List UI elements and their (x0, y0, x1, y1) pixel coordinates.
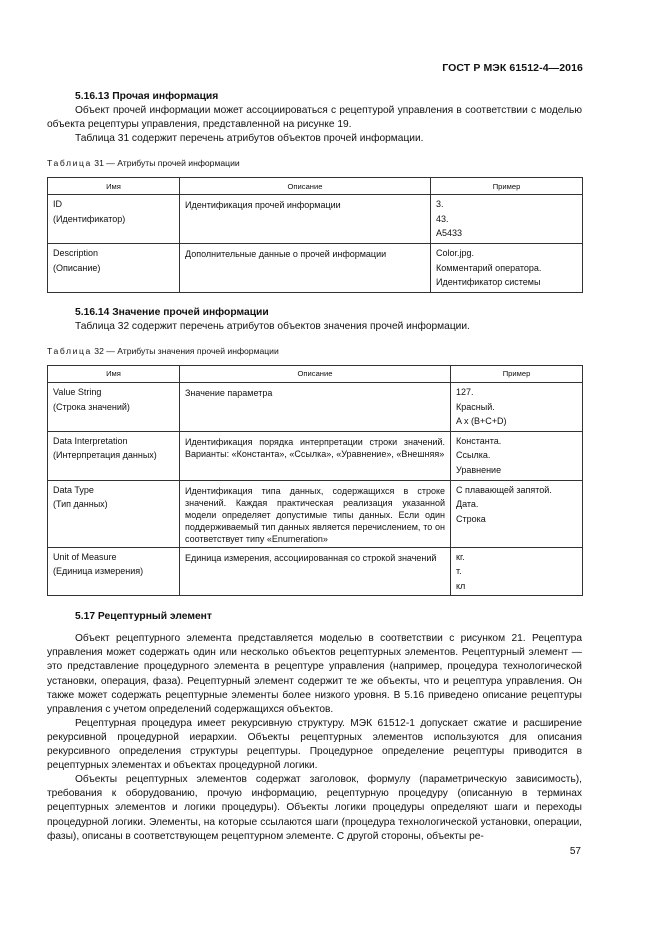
table-row (48, 547, 583, 596)
cell-name (48, 547, 180, 596)
paragraph: Таблица 32 содержит перечень атрибутов объектов значения прочей информации. (75, 320, 470, 332)
paragraph: Таблица 31 содержит перечень атрибутов объектов прочей информации. (75, 133, 424, 145)
example-line: С плавающей запятой. (456, 484, 552, 495)
name-en: Unit of Measure (53, 551, 117, 562)
column-header-description: Описание (180, 365, 451, 382)
example-line: A x (B+C+D) (456, 416, 507, 427)
paragraph: Объекты рецептурных элементов содержат заголовок, формулу (параметрическую зависимость), требования к оборудованию, прочую информацию, рецептурную процедуру (описанную в терминах рецептурных элементов и логики процедуры). Объекты логики процедуры определяют шаги и переходы процедурной логики. Элементы, на которые ссылаются шаги (процедура технологической установки, операции, фазы), описаны в соответствующем рецептурном элементе. С другой стороны, объекты ре- (47, 774, 582, 842)
example-line: Color.jpg. (436, 248, 475, 259)
cell-name (48, 244, 180, 293)
example-line: Красный. (456, 401, 495, 412)
table-32 (47, 365, 583, 596)
column-header-name: Имя (48, 178, 180, 195)
name-en: Data Interpretation (53, 435, 128, 446)
table-32-caption (47, 345, 582, 357)
section-heading-5-17: 5.17 Рецептурный элемент (75, 611, 212, 623)
table-row (48, 480, 583, 547)
table-row (48, 431, 583, 480)
table-header-row (48, 365, 583, 382)
cell-description: Значение параметра (180, 382, 451, 431)
cell-description: Дополнительные данные о прочей информации (180, 244, 431, 293)
table-row (48, 382, 583, 431)
name-ru: (Единица измерения) (53, 566, 144, 577)
cell-example (451, 547, 583, 596)
cell-example (451, 480, 583, 547)
table-header-row (48, 178, 583, 195)
example-line: Идентификатор системы (436, 277, 541, 288)
name-en: Value String (53, 386, 102, 397)
page-number: 57 (569, 846, 581, 857)
caption-label: Таблица (47, 158, 92, 169)
cell-description: Идентификация порядка интерпретации строки значений. Варианты: «Константа», «Ссылка», «Уравнение», «Внешняя» (180, 431, 451, 480)
table-row (48, 195, 583, 244)
section-heading-5-16-13: 5.16.13 Прочая информация (75, 91, 219, 102)
example-line: кг. (456, 551, 465, 562)
cell-example (431, 195, 583, 244)
caption-title: 31 — Атрибуты прочей информации (91, 158, 240, 169)
example-line: т. (456, 566, 462, 577)
paragraph: Рецептурная процедура имеет рекурсивную структуру. МЭК 61512-1 допускает сжатие и расширение рекурсивной процедурной иерархии. Объекты рецептурных элементов используются для описания рекурсивного определения структуры рецептуры. Процедурное определение рецептуры приводится в рецептурных элементах и объектах процедурной логики. (47, 717, 582, 772)
table-31 (47, 177, 583, 293)
caption-title: 32 — Атрибуты значения прочей информации (91, 345, 279, 356)
example-line: 43. (436, 213, 449, 224)
column-header-description: Описание (180, 178, 431, 195)
name-en: Data Type (53, 484, 94, 495)
cell-name (48, 382, 180, 431)
example-line: Константа. (456, 435, 502, 446)
example-line: 127. (456, 386, 474, 397)
column-header-example: Пример (451, 365, 583, 382)
cell-example (431, 244, 583, 293)
caption-label: Таблица (47, 345, 92, 356)
table-31-caption (47, 157, 582, 169)
paragraph: Объект рецептурного элемента представляется моделью в соответствии с рисунком 21. Рецептура управления может содержать один или несколько объектов рецептурных элементов. Рецептурный элемент — это представление процедурного элемента в рецептуре управления (например, процедура технологической установки, операция, фаза). Рецептурный элемент содержит те же объекты, что и рецептура управления. Он также может содержать рецептурные элементы более низкого уровня. В 5.16 приведено описание рецептуры управления с учетом определений содержащихся объектов. (47, 633, 582, 715)
example-line: 3. (436, 199, 444, 210)
cell-name (48, 195, 180, 244)
standard-header: ГОСТ Р МЭК 61512-4—2016 (442, 62, 583, 74)
page-content (47, 90, 582, 844)
cell-name (48, 480, 180, 547)
example-line: Комментарий оператора. (436, 262, 542, 273)
example-line: A5433 (436, 228, 463, 239)
name-ru: (Идентификатор) (53, 213, 126, 224)
name-en: Description (53, 248, 99, 259)
section-heading-5-16-14: 5.16.14 Значение прочей информации (75, 306, 269, 318)
column-header-name: Имя (48, 365, 180, 382)
column-header-example: Пример (431, 178, 583, 195)
example-line: Ссылка. (456, 450, 491, 461)
name-ru: (Описание) (53, 262, 101, 273)
cell-name (48, 431, 180, 480)
table-row (48, 244, 583, 293)
name-ru: (Строка значений) (53, 401, 130, 412)
example-line: Дата. (456, 499, 479, 510)
name-ru: (Интерпретация данных) (53, 450, 157, 461)
cell-example (451, 431, 583, 480)
cell-example (451, 382, 583, 431)
name-ru: (Тип данных) (53, 499, 108, 510)
paragraph: Объект прочей информации может ассоциироваться с рецептурой управления в соответствии с моделью объекта рецептуры управления, представленной на рисунке 19. (47, 105, 582, 131)
cell-description: Идентификация типа данных, содержащихся в строке значений. Каждая практическая реализация указанной модели определяет допустимые типы данных. Если один поддерживаемый тип данных является перечислением, то он соответствует типу «Enumeration» (180, 480, 451, 547)
cell-description: Единица измерения, ассоциированная со строкой значений (180, 547, 451, 596)
example-line: кл (456, 580, 466, 591)
example-line: Строка (456, 513, 486, 524)
name-en: ID (53, 199, 62, 210)
cell-description: Идентификация прочей информации (180, 195, 431, 244)
example-line: Уравнение (456, 464, 502, 475)
